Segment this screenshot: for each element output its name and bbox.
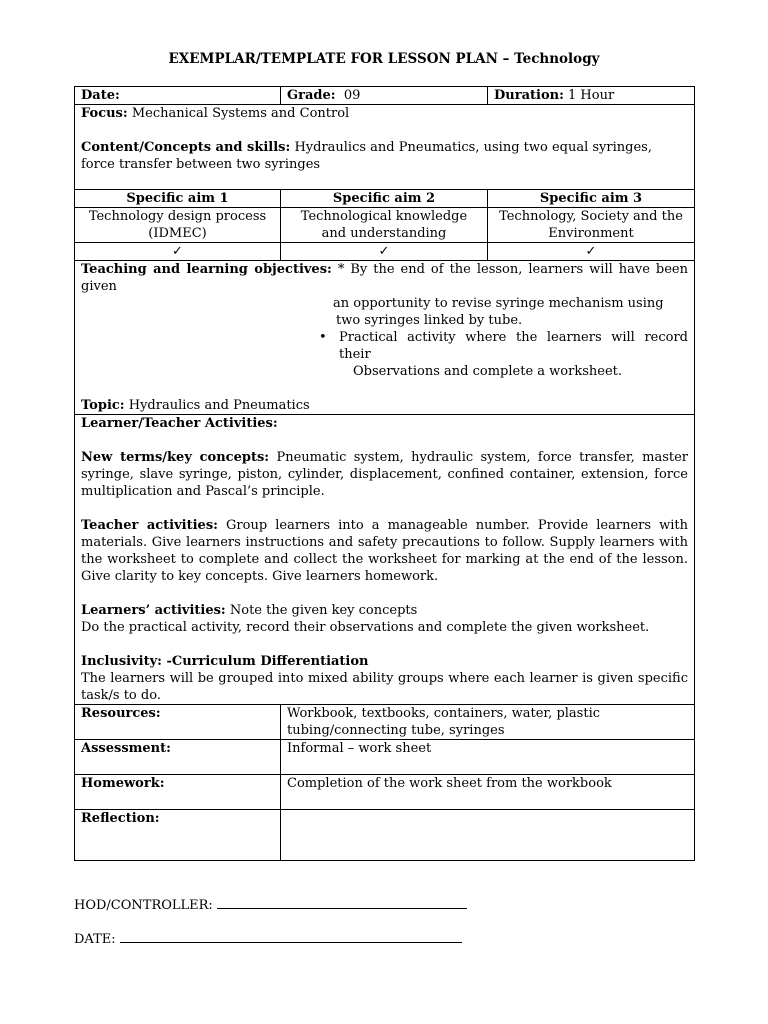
aim-3-desc	[488, 208, 695, 243]
duration-label: Duration:	[494, 88, 564, 103]
aim-2-line1: Technological knowledge	[300, 209, 468, 224]
resources-label: Resources:	[75, 705, 281, 740]
objectives-intro	[81, 261, 688, 295]
homework-value: Completion of the work sheet from the workbook	[281, 775, 695, 810]
grade-value: 09	[343, 88, 361, 103]
homework-row	[75, 775, 695, 810]
aims-heading-row	[75, 190, 695, 208]
assessment-label: Assessment:	[75, 740, 281, 775]
date-signoff	[74, 932, 462, 947]
objectives-label: Teaching and learning objectives:	[81, 262, 332, 277]
aim-3-line2: Environment	[548, 226, 634, 241]
learners-label: Learners’ activities:	[81, 603, 226, 618]
learners-line1: Note the given key concepts	[229, 603, 418, 618]
reflection-value	[281, 810, 695, 861]
bullet-icon: •	[319, 330, 327, 345]
aim-2-line2: and understanding	[321, 226, 447, 241]
topic-value: Hydraulics and Pneumatics	[128, 398, 310, 413]
aim-3-line1: Technology, Society and the	[499, 209, 683, 224]
objectives-row	[75, 261, 695, 415]
aim-2-heading: Specific aim 2	[281, 190, 488, 208]
hod-signature-line[interactable]	[217, 898, 467, 909]
lesson-plan-table	[74, 86, 695, 861]
objectives-bullet-cont: Observations and complete a worksheet.	[353, 364, 622, 379]
aims-desc-row	[75, 208, 695, 243]
aim-1-line2: (IDMEC)	[148, 226, 207, 241]
page-title: EXEMPLAR/TEMPLATE FOR LESSON PLAN – Technology	[168, 51, 600, 67]
topic-label: Topic:	[81, 398, 125, 413]
aims-check-row	[75, 243, 695, 261]
objectives-bullet	[81, 329, 688, 363]
grade-label: Grade:	[287, 88, 336, 103]
learners-line2: Do the practical activity, record their observations and complete the given worksheet.	[81, 620, 650, 635]
resources-value	[281, 705, 695, 740]
aim-3-check-icon: ✓	[488, 243, 695, 261]
header-row	[75, 87, 695, 105]
focus-line	[81, 105, 688, 122]
homework-label: Homework:	[75, 775, 281, 810]
objectives-cell	[75, 261, 695, 415]
focus-row	[75, 105, 695, 190]
objectives-intro-text: * By the end of the lesson, learners will have been given	[81, 262, 688, 294]
aim-2-check-icon: ✓	[281, 243, 488, 261]
objectives-bullet-text: Practical activity where the learners will record their	[339, 330, 688, 362]
focus-value: Mechanical Systems and Control	[131, 106, 350, 121]
content-value: Hydraulics and Pneumatics, using two equal syringes, force transfer between two syringes	[81, 140, 652, 172]
hod-label: HOD/CONTROLLER:	[74, 898, 213, 913]
aim-2-desc	[281, 208, 488, 243]
topic-line	[81, 397, 688, 414]
assessment-row	[75, 740, 695, 775]
focus-label: Focus:	[81, 106, 128, 121]
teacher-label: Teacher activities:	[81, 518, 218, 533]
activities-heading: Learner/Teacher Activities:	[81, 416, 278, 431]
signoff-date-label: DATE:	[74, 932, 116, 947]
resources-line1: Workbook, textbooks, containers, water, plastic	[287, 706, 601, 721]
assessment-value: Informal – work sheet	[281, 740, 695, 775]
inclusivity-text: The learners will be grouped into mixed ability groups where each learner is given specific task/s to do.	[81, 671, 688, 703]
objectives-line2: an opportunity to revise syringe mechanism using	[333, 296, 664, 311]
hod-signoff	[74, 898, 467, 913]
teacher-activities	[81, 517, 688, 585]
duration-value: 1 Hour	[568, 88, 615, 103]
reflection-label: Reflection:	[75, 810, 281, 861]
resources-line2: tubing/connecting tube, syringes	[287, 723, 505, 738]
grade-cell	[281, 87, 488, 105]
aim-1-desc	[75, 208, 281, 243]
aim-1-heading: Specific aim 1	[75, 190, 281, 208]
aim-3-heading: Specific aim 3	[488, 190, 695, 208]
focus-cell	[75, 105, 695, 190]
aim-1-check-icon: ✓	[75, 243, 281, 261]
date-signature-line[interactable]	[120, 932, 462, 943]
duration-cell	[488, 87, 695, 105]
learners-activities	[81, 602, 688, 619]
activities-row	[75, 415, 695, 705]
resources-row	[75, 705, 695, 740]
date-cell	[75, 87, 281, 105]
activities-cell	[75, 415, 695, 705]
objectives-line3: two syringes linked by tube.	[336, 313, 523, 328]
new-terms	[81, 449, 688, 500]
inclusivity-label: Inclusivity: -Curriculum Differentiation	[81, 654, 369, 669]
content-label: Content/Concepts and skills:	[81, 140, 291, 155]
date-label: Date:	[81, 88, 120, 103]
new-terms-label: New terms/key concepts:	[81, 450, 270, 465]
content-line	[81, 139, 688, 173]
aim-1-line1: Technology design process	[88, 209, 267, 224]
teacher-text: Group learners into a manageable number. Provide learners with materials. Give learners instructions and safety precautions to follow. Supply learners with the worksheet to complete and collect the worksheet for marking at the end of the lesson. Give clarity to key concepts. Give learners homework.	[81, 518, 688, 584]
reflection-row	[75, 810, 695, 861]
new-terms-text: Pneumatic system, hydraulic system, force transfer, master syringe, slave syringe, piston, cylinder, displacement, confined container, extension, force multiplication and Pascal’s principle.	[81, 450, 689, 499]
